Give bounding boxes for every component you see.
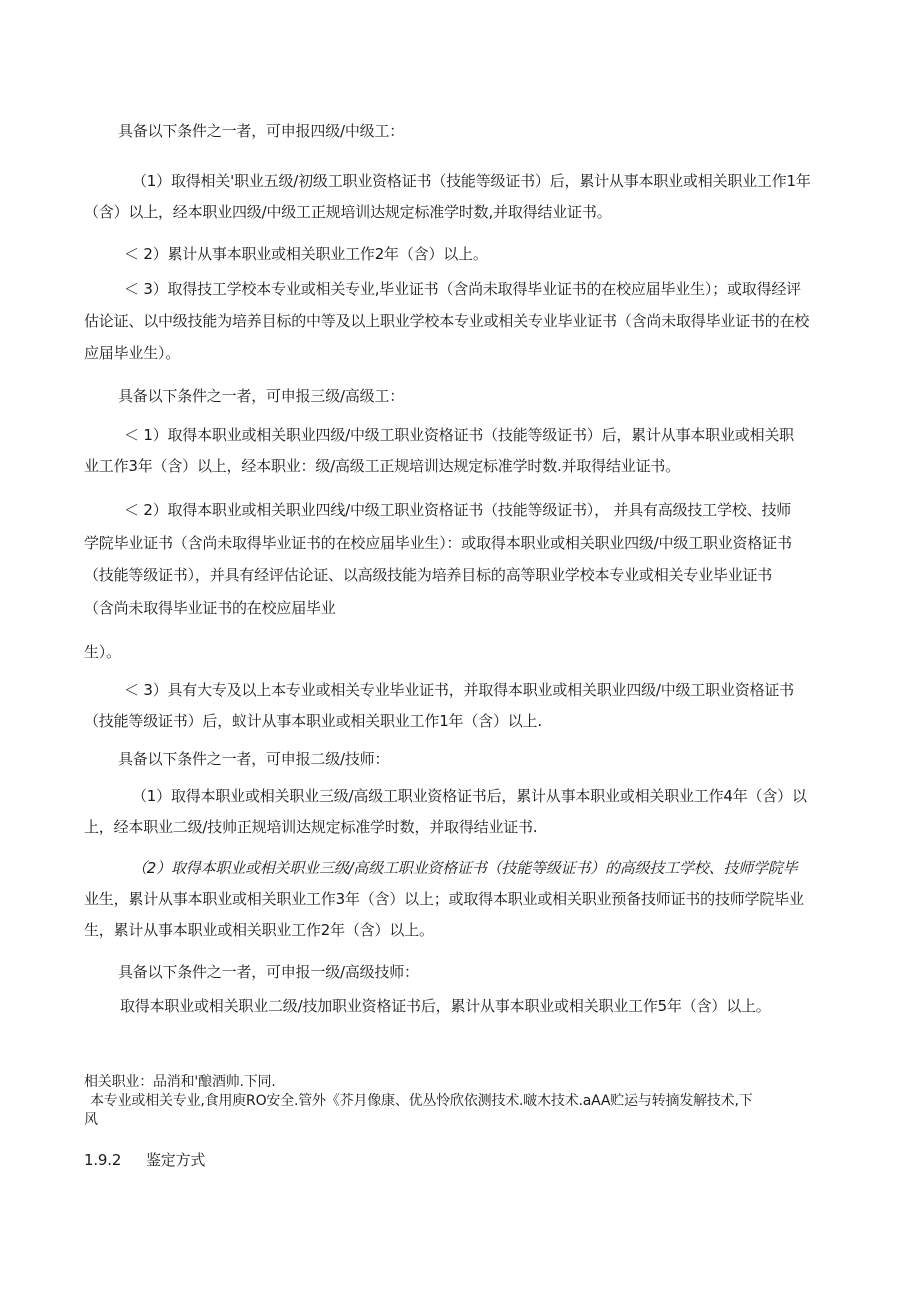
- paragraph-line: 上，经本职业二级/技帅正规培训达规定标准学时数，并取得结业证书.: [84, 818, 538, 836]
- paragraph-line: （含）以上，经本职业四级/中级工正规培训达规定标准学时数,并取得结业证书。: [84, 203, 612, 221]
- footnote-line: 风: [84, 1112, 98, 1128]
- section-heading: 具备以下条件之一者，可申报三级/高级工：: [118, 387, 405, 405]
- paragraph-line: 取得本职业或相关职业二级/技加职业资格证书后，累计从事本职业或相关职业工作5年（含）以上。: [120, 997, 771, 1015]
- paragraph-line: 生，累计从事本职业或相关职业工作2年（含）以上。: [84, 921, 434, 939]
- section-heading: 具备以下条件之一者，可申报四级/中级工：: [118, 122, 405, 140]
- paragraph-line: 业生，累计从事本职业或相关职业工作3年（含）以上；或取得本职业或相关职业预备技师证书的技师学院毕业: [84, 890, 804, 908]
- paragraph-line: 应届毕业生）。: [84, 344, 181, 362]
- footnote-line: 相关职业：品消和'酿酒帅.下同.: [84, 1074, 276, 1090]
- section-heading: 具备以下条件之一者，可申报二级/技师：: [118, 750, 390, 768]
- paragraph-line: （技能等级证书），并具有经评估论证、以高级技能为培养目标的高等职业学校本专业或相关专业毕业证书: [84, 566, 773, 584]
- paragraph-line: （2）取得本职业或相关职业三级/高级工职业资格证书（技能等级证书）的高级技工学校、技师学院毕: [132, 859, 798, 877]
- paragraph-line: （技能等级证书）后，蚁计从事本职业或相关职业工作1年（含）以上.: [84, 712, 542, 730]
- paragraph-line: （含尚未取得毕业证书的在校应届毕业: [84, 599, 336, 617]
- section-heading: 具备以下条件之一者，可申报一级/高级技师：: [118, 963, 419, 981]
- paragraph-line: ＜ 2）取得本职业或相关职业四线/中级工职业资格证书（技能等级证书）， 并具有高级技工学校、技师: [124, 501, 792, 519]
- paragraph-line: （1）取得相关'职业五级/初级工职业资格证书（技能等级证书）后，累计从事本职业或相关职业工作1年: [132, 172, 811, 190]
- paragraph-line: 生）。: [84, 643, 121, 661]
- paragraph-line: ＜ 2）累计从事本职业或相关职业工作2年（含）以上。: [124, 245, 488, 263]
- subsection-title: 鉴定方式: [146, 1151, 206, 1169]
- paragraph-line: 学院毕业证书（含尚未取得毕业证书的在校应届毕业生）：或取得本职业或相关职业四级/中级工职业资格证书: [84, 534, 792, 552]
- paragraph-line: 估论证、以中级技能为培养目标的中等及以上职业学校本专业或相关专业毕业证书（含尚未取得毕业证书的在校: [84, 312, 810, 330]
- subsection-number: 1.9.2: [84, 1151, 122, 1169]
- paragraph-line: ＜ 3）取得技工学校本专业或相关专业,毕业证书（含尚未取得毕业证书的在校应届毕业生）；或取得经评: [124, 280, 801, 298]
- footnote-line: 本专业或相关专业,食用庾RO安全.管外《芥月像康、优丛怜欣依测技术.啵木技术.aAA贮运与转摘发解技术,下: [90, 1093, 753, 1109]
- paragraph-line: 业工作3年（含）以上，经本职业：级/高级工正规培训达规定标准学时数.并取得结业证书。: [84, 457, 680, 475]
- paragraph-line: （1）取得本职业或相关职业三级/高级工职业资格证书后，累计从事本职业或相关职业工作4年（含）以: [132, 787, 807, 805]
- paragraph-line: ＜ 3）具有大专及以上本专业或相关专业毕业证书，并取得本职业或相关职业四级/中级工职业资格证书: [124, 681, 794, 699]
- paragraph-line: ＜ 1）取得本职业或相关职业四级/中级工职业资格证书（技能等级证书）后，累计从事本职业或相关职: [124, 426, 794, 444]
